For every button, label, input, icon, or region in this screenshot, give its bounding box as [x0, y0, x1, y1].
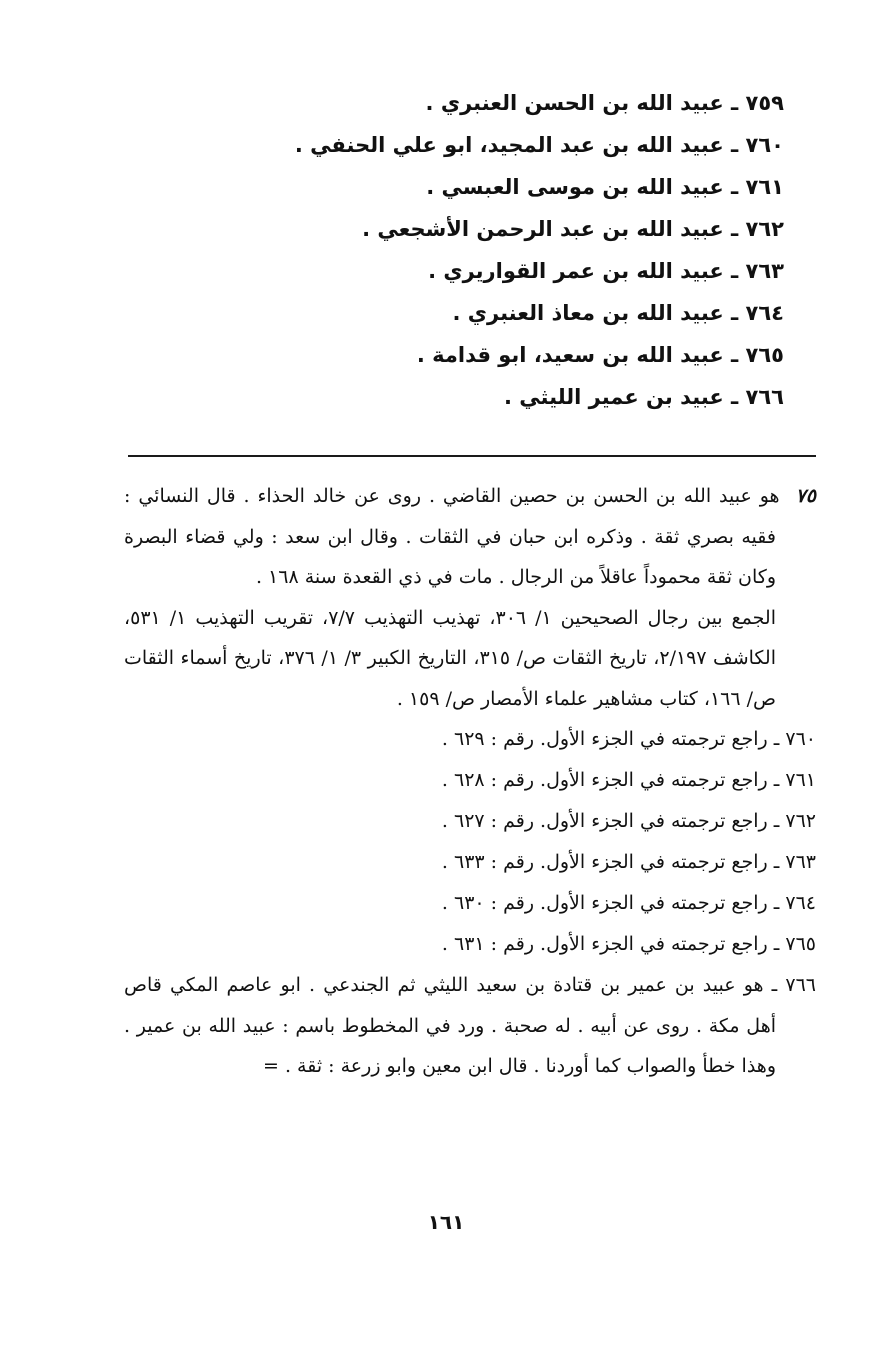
footnote-number: ٧٥	[795, 485, 816, 507]
footnote-first	[124, 476, 816, 598]
narrator-list	[124, 82, 784, 418]
narrator-entry: ٧٦٦ ـ عبيد بن عمير الليثي .	[504, 385, 784, 409]
cross-reference: ٧٦٥ ـ راجع ترجمته في الجزء الأول. رقم : ٦٣١ .	[441, 933, 816, 955]
narrator-entry: ٧٦٤ ـ عبيد الله بن معاذ العنبري .	[452, 301, 784, 325]
cross-reference: ٧٦٢ ـ راجع ترجمته في الجزء الأول. رقم : ٦٢٧ .	[441, 810, 816, 832]
footnotes	[124, 476, 816, 1087]
footnote-last: ٧٦٦ ـ هو عبيد بن عمير بن قتادة بن سعيد الليثي ثم الجندعي . ابو عاصم المكي قاص أهل مكة . روى عن أبيه . له صحبة . ورد في المخطوط باسم : عبيد الله بن عمير . وهذا خطأ والصواب كما أوردنا . قال ابن معين وابو زرعة : ثقة . =	[124, 974, 817, 1077]
cross-reference: ٧٦١ ـ راجع ترجمته في الجزء الأول. رقم : ٦٢٨ .	[441, 769, 816, 791]
footnote-text: هو عبيد الله بن الحسن بن حصين القاضي . روى عن خالد الحذاء . قال النسائي : فقيه بصري ثقة . وذكره ابن حبان في الثقات . وقال ابن سعد : ولي قضاء البصرة وكان ثقة محموداً عاقلاً من الرجال . مات في ذي القعدة سنة ١٦٨ .	[124, 485, 780, 588]
narrator-entry: ٧٦١ ـ عبيد الله بن موسى العبسي .	[426, 175, 784, 199]
narrator-entry: ٧٦٠ ـ عبيد الله بن عبد المجيد، ابو علي الحنفي .	[294, 133, 784, 157]
narrator-entry: ٧٦٥ ـ عبيد الله بن سعيد، ابو قدامة .	[416, 343, 784, 367]
narrator-entry: ٧٦٢ ـ عبيد الله بن عبد الرحمن الأشجعي .	[362, 217, 784, 241]
narrator-entry: ٧٥٩ ـ عبيد الله بن الحسن العنبري .	[425, 91, 784, 115]
cross-reference: ٧٦٤ ـ راجع ترجمته في الجزء الأول. رقم : ٦٣٠ .	[441, 892, 816, 914]
page-number: ١٦١	[427, 1210, 465, 1234]
cross-reference: ٧٦٣ ـ راجع ترجمته في الجزء الأول. رقم : ٦٣٣ .	[441, 851, 816, 873]
cross-reference: ٧٦٠ ـ راجع ترجمته في الجزء الأول. رقم : ٦٢٩ .	[441, 728, 816, 750]
footnote-divider	[128, 455, 816, 457]
cross-reference-list	[124, 719, 816, 965]
narrator-entry: ٧٦٣ ـ عبيد الله بن عمر القواريري .	[428, 259, 784, 283]
footnote-sources: الجمع بين رجال الصحيحين ١/ ٣٠٦، تهذيب التهذيب ٧/٧، تقريب التهذيب ١/ ٥٣١، الكاشف ٢/١٩٧، تاريخ الثقات ص/ ٣١٥، التاريخ الكبير ٣/ ١/ ٣٧٦، تاريخ أسماء الثقات ص/ ١٦٦، كتاب مشاهير علماء الأمصار ص/ ١٥٩ .	[124, 606, 776, 710]
